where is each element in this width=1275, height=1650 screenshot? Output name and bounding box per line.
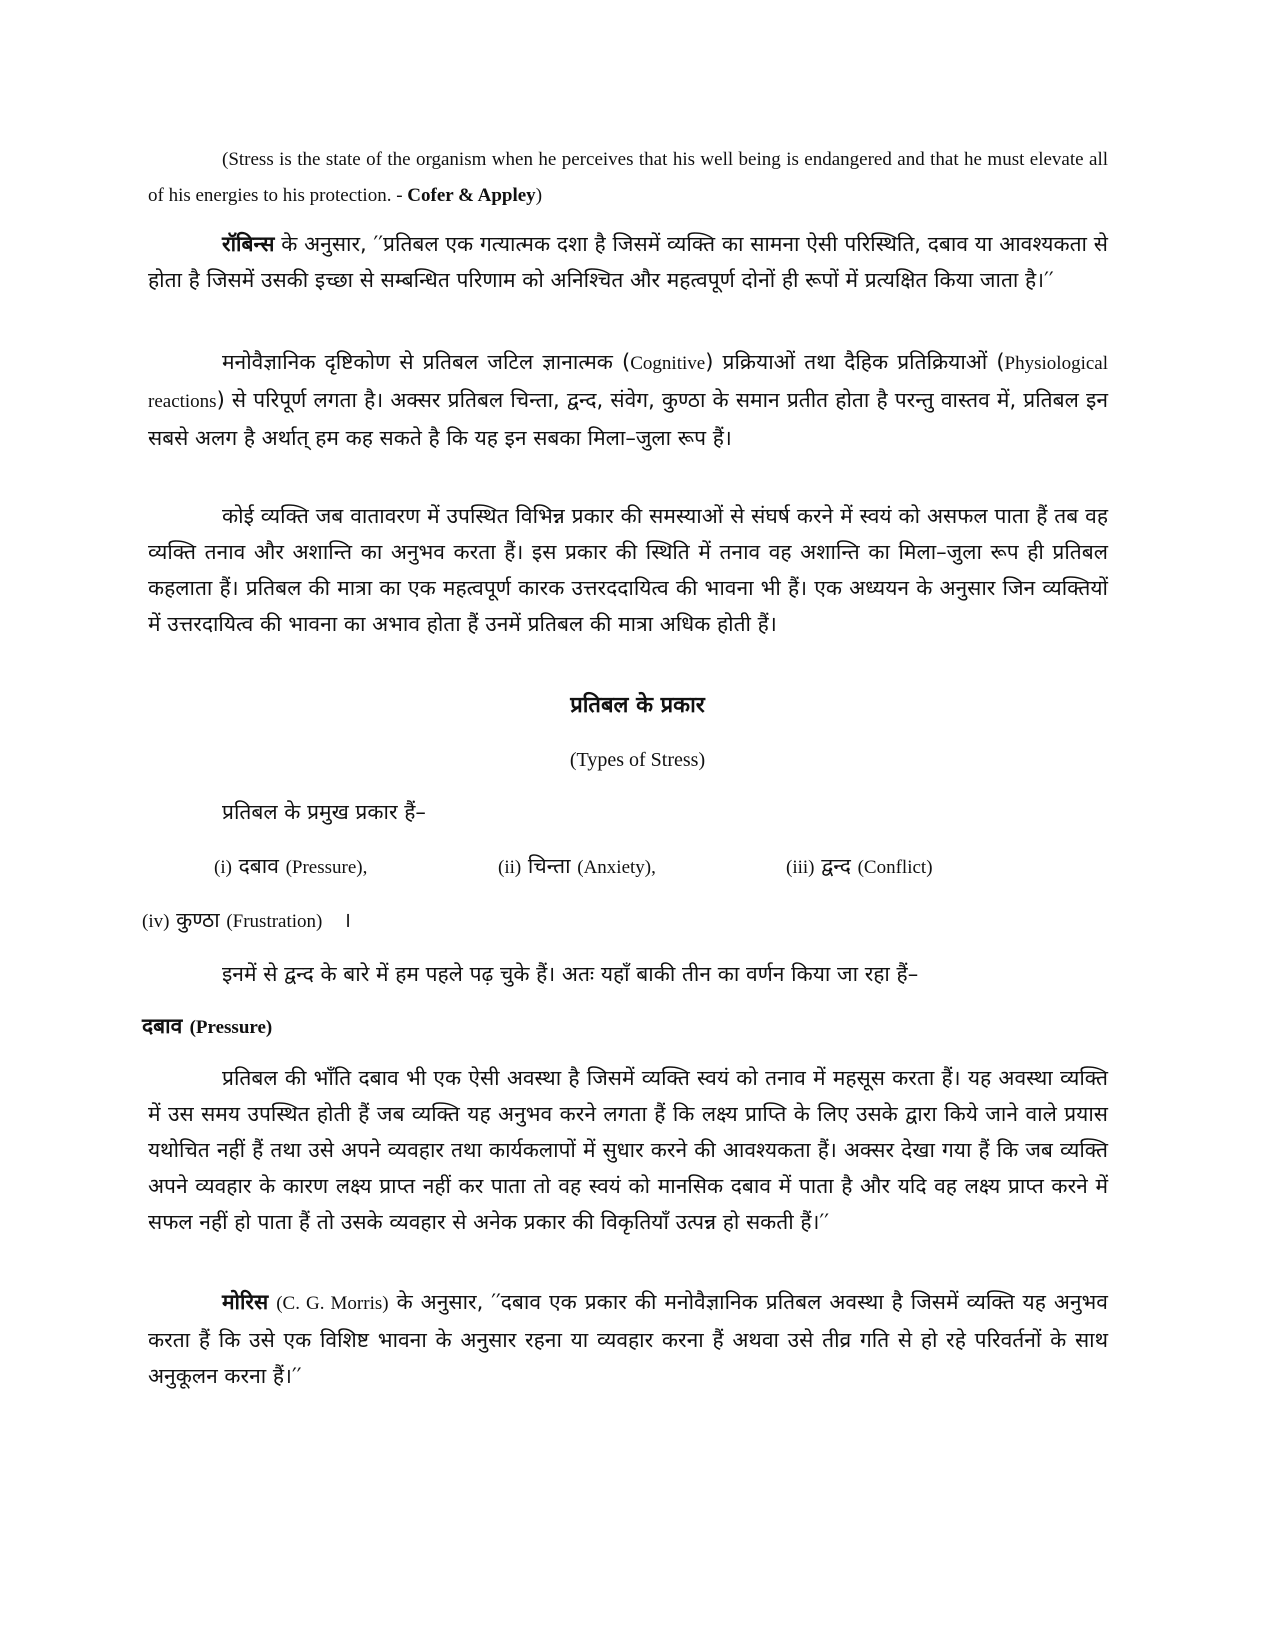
types-item-3-hi: द्वन्द <box>821 854 851 878</box>
types-item-1-en: (Pressure), <box>285 857 368 878</box>
types-item-4 <box>142 902 351 940</box>
robbins-text: के अनुसार, ′′प्रतिबल एक गत्यात्मक दशा है जिसमें व्यक्ति का सामना ऐसी परिस्थिति, दबाव या आवश्यकता से होता है जिसमें उसकी इच्छा से सम्बन्धित परिणाम को अनिश्चित और महत्वपूर्ण दोनों ही रूपों में प्रत्यक्षित किया जाता है।′′ <box>148 232 1108 292</box>
types-item-2-hi: चिन्ता <box>527 854 571 878</box>
psych-paragraph <box>148 344 1108 456</box>
types-item-3-num: (iii) <box>786 857 815 878</box>
morris-paragraph <box>148 1284 1108 1394</box>
psych-part3: ) से परिपूर्ण लगता है। अक्सर प्रतिबल चिन्ता, द्वन्द, संवेग, कुण्ठा के समान प्रतीत होता है परन्तु वास्तव में, प्रतिबल इन सबसे अलग है अर्थात् हम कह सकते है कि यह इन सबका मिला–जुला रूप हैं। <box>148 388 1108 450</box>
types-item-2-num: (ii) <box>498 857 522 878</box>
types-item-1-hi: दबाव <box>238 854 279 878</box>
transition-text: इनमें से द्वन्द के बारे में हम पहले पढ़ चुके हैं। अतः यहाँ बाकी तीन का वर्णन किया जा रहा हैं– <box>222 962 919 986</box>
types-item-3-en: (Conflict) <box>857 857 933 878</box>
quote-paragraph <box>148 142 1108 214</box>
pressure-heading-en: (Pressure) <box>189 1017 273 1038</box>
morris-en: (C. G. Morris) <box>276 1293 389 1314</box>
robbins-name: रॉबिन्स <box>222 232 275 256</box>
types-item-4-end: । <box>343 908 352 932</box>
psych-part1: मनोवैज्ञानिक दृष्टिकोण से प्रतिबल जटिल ज्ञानात्मक ( <box>222 350 631 374</box>
types-intro: प्रतिबल के प्रमुख प्रकार हैं– <box>222 800 426 824</box>
quote-author: Cofer & Appley <box>407 185 536 206</box>
person-paragraph: कोई व्यक्ति जब वातावरण में उपस्थित विभिन्न प्रकार की समस्याओं से संघर्ष करने में स्वयं को असफल पाता हैं तब वह व्यक्ति तनाव और अशान्ति का अनुभव करता हैं। इस प्रकार की स्थिति में तनाव वह अशान्ति का मिला–जुला रूप ही प्रतिबल कहलाता हैं। प्रतिबल की मात्रा का एक महत्वपूर्ण कारक उत्तरददायित्व की भावना भी हैं। एक अध्ययन के अनुसार जिन व्यक्तियों में उत्तरदायित्व की भावना का अभाव होता हैं उनमें प्रतिबल की मात्रा अधिक होती हैं। <box>148 504 1108 636</box>
pressure-paragraph: प्रतिबल की भाँति दबाव भी एक ऐसी अवस्था है जिसमें व्यक्ति स्वयं को तनाव में महसूस करता हैं। यह अवस्था व्यक्ति में उस समय उपस्थित होती हैं जब व्यक्ति यह अनुभव करने लगता हैं कि लक्ष्य प्राप्ति के लिए उसके द्वारा किये जाने वाले प्रयास यथोचित नहीं हैं तथा उसे अपने व्यवहार तथा कार्यकलापों में सुधार करने की आवश्यकता हैं। अक्सर देखा गया हैं कि जब व्यक्ति अपने व्यवहार के कारण लक्ष्य प्राप्त नहीं कर पाता तो वह स्वयं को मानसिक दबाव में पाता है और यदि वह लक्ष्य प्राप्त करने में सफल नहीं हो पाता हैं तो उसके व्यवहार से अनेक प्रकार की विकृतियाँ उत्पन्न हो सकती हैं।′′ <box>148 1066 1108 1234</box>
psych-cognitive: Cognitive <box>630 353 706 374</box>
psych-part2: ) प्रक्रियाओं तथा दैहिक प्रतिक्रियाओं ( <box>705 350 1005 374</box>
pressure-heading-hi: दबाव <box>142 1014 183 1038</box>
types-item-1 <box>214 848 367 886</box>
types-item-4-num: (iv) <box>142 911 170 932</box>
types-item-1-num: (i) <box>214 857 232 878</box>
quote-close: ) <box>535 185 543 206</box>
quote-text: (Stress is the state of the organism when he perceives that his well being is endangered and that he must elevate all of his energies to his protection. - <box>148 149 1108 206</box>
types-subheading: (Types of Stress) <box>569 749 706 771</box>
types-item-2-en: (Anxiety), <box>577 857 656 878</box>
robbins-paragraph <box>148 226 1108 298</box>
morris-text: के अनुसार, ′′दबाव एक प्रकार की मनोवैज्ञानिक प्रतिबल अवस्था है जिसमें व्यक्ति यह अनुभव करता हैं कि उसे एक विशिष्ट भावना के अनुसार रहना या व्यवहार करना हैं अथवा उसे तीव्र गति से हो रहे परिवर्तनों के साथ अनुकूलन करना हैं।′′ <box>148 1290 1108 1388</box>
pressure-heading <box>142 1008 272 1046</box>
types-item-2 <box>498 848 656 886</box>
psych-physio: Physiological reactions <box>148 353 1108 412</box>
types-item-3 <box>786 848 933 886</box>
types-heading: प्रतिबल के प्रकार <box>570 693 705 718</box>
types-item-4-en: (Frustration) <box>226 911 323 932</box>
morris-name: मोरिस <box>222 1290 269 1314</box>
types-item-4-hi: कुण्ठा <box>176 908 220 932</box>
